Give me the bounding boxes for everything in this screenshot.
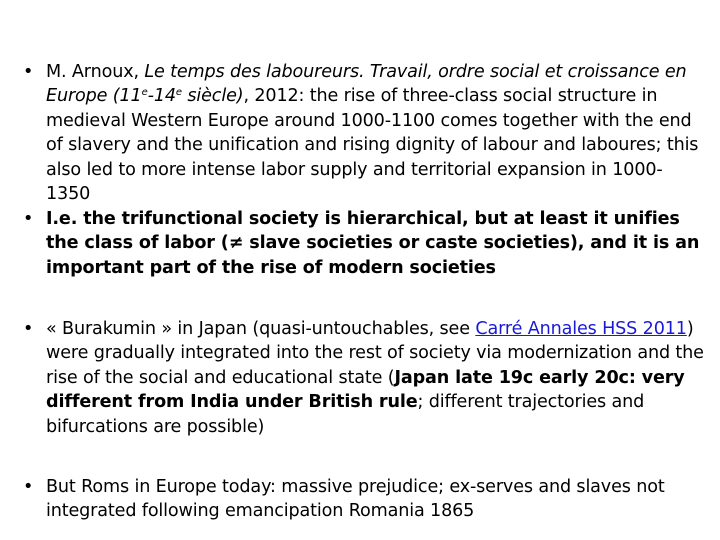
bullet-text: « Burakumin » in Japan (quasi-untouchables, see Carré Annales HSS 2011) were gradually integrated into the rest of society via modernization and the rise of the social and educational state (Japan late 19c early 20c: very different from India under British rule; different trajectories and bifurcations are possible) [46, 319, 704, 437]
bullet-text: I.e. the trifunctional society is hierarchical, but at least it unifies the class of labor (≠ slave societies or caste societies), and it is an important part of the rise of modern societies [46, 209, 700, 278]
superscript-e: e [141, 87, 148, 99]
bullet-trifunctional [23, 207, 705, 280]
bullet-roms [23, 475, 705, 524]
bullet-arnoux [23, 60, 705, 206]
bullet-text [46, 60, 705, 206]
bullet-marker: • [23, 62, 34, 82]
bullet-marker: • [23, 319, 34, 339]
book-title: Le temps des laboureurs. Travail, ordre social et croissance en Europe (11e-14e siècle) [46, 62, 687, 107]
carre-annales-link[interactable]: Carré Annales HSS 2011 [475, 319, 687, 339]
bullet-marker: • [23, 477, 34, 497]
bullet-marker: • [23, 209, 34, 229]
bullet-burakumin [23, 317, 705, 439]
bullet-text: But Roms in Europe today: massive prejudice; ex-serves and slaves not integrated following emancipation Romania 1865 [46, 477, 665, 522]
bullet-body: , 2012: the rise of three-class social structure in medieval Western Europe around 1000-1100 comes together with the end of slavery and the unification and rising dignity of labour and laboures; this also led to more intense labor supply and territorial expansion in 1000-1350 [46, 86, 699, 205]
bold-emphasis: Japan late 19c early 20c: very different from India under British rule [46, 367, 685, 413]
author: M. Arnoux, [46, 62, 145, 82]
superscript-e: e [175, 87, 182, 99]
